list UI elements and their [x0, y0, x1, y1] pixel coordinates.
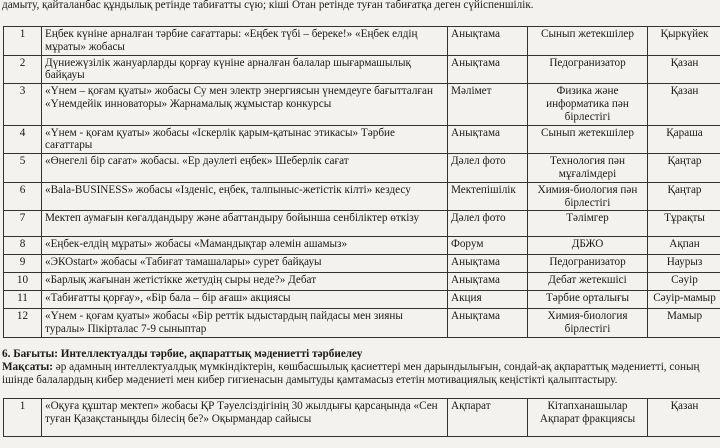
report-form: Анықтама [448, 55, 528, 84]
row-number: 10 [4, 273, 42, 291]
row-number: 7 [4, 211, 42, 237]
event-title: «Үнем – қоғам қуаты» жобасы Су мен электр энергиясын үнемдеуге бағытталған «Үнемдейік инноваторы» Жарнамалық жұмыстар конкурсы [42, 84, 448, 125]
section-goal [2, 361, 718, 387]
responsible: Тәлімгер [528, 211, 648, 237]
deadline: Қаңтар [648, 154, 720, 183]
responsible: Педогранизатор [528, 55, 648, 84]
report-form: Акция [448, 291, 528, 309]
event-title: «Өнегелі бір сағат» жобасы. «Ер дәулеті еңбек» Шеберлік сағат [42, 154, 448, 183]
table-row [4, 55, 720, 84]
report-form: Мектепішілік [448, 182, 528, 211]
section-heading: 6. Бағыты: Интеллектуалды тәрбие, ақпараттық мәдениетті тәрбиелеу [2, 348, 363, 360]
deadline: Қазан [648, 399, 720, 437]
table-row [4, 211, 720, 237]
deadline: Қаңтар [648, 182, 720, 211]
table-row [4, 125, 720, 154]
deadline: Мамыр [648, 309, 720, 338]
report-form: Анықтама [448, 255, 528, 273]
goal-text: әр адамның интеллектуалдық мүмкіндіктерін, көшбасшылық қасиеттері мен дарындылығын, сондай-ақ ақпараттық мәдениетті, соның ішінде балалардың кибер мәдениеті мен кибер гигиенасын дамытуды қамтамасыз ететін мотивациялық кеңістікті қалыптастыру. [2, 361, 700, 386]
row-number: 9 [4, 255, 42, 273]
intellectual-events-table [3, 398, 720, 437]
table-row [4, 255, 720, 273]
table-row [4, 182, 720, 211]
event-title: «ЭКОstart» жобасы «Табиғат тамашалары» сурет байқауы [42, 255, 448, 273]
responsible: Сынып жетекшілер [528, 27, 648, 56]
row-number: 3 [4, 84, 42, 125]
event-title: «Табиғатты қорғау», «Бір бала – бір ағаш» акциясы [42, 291, 448, 309]
event-title: «Барлық жағынан жетістікке жетудің сыры неде?» Дебат [42, 273, 448, 291]
responsible: Химия-биология пән бірлестігі [528, 182, 648, 211]
report-form: Анықтама [448, 125, 528, 154]
event-title: Дүниежүзілік жануарларды қорғау күніне арналған балалар шығармашылық байқауы [42, 55, 448, 84]
event-title: «Оқуға құштар мектеп» жобасы ҚР Тәуелсіздігінің 30 жылдығы қарсаңында «Сен туған Қазақстаныңды білесің бе?» Оқырмандар сайысы [42, 399, 448, 437]
row-number: 5 [4, 154, 42, 183]
report-form: Дәлел фото [448, 211, 528, 237]
intro-text: дамыту, қайталанбас құндылық ретінде табиғатты сүю; кіші Отан ретінде туған табиғатқа деген сүйіспеншілік. [2, 0, 534, 11]
table-row [4, 399, 720, 437]
row-number: 12 [4, 309, 42, 338]
event-title: Еңбек күніне арналған тәрбие сағаттары: «Еңбек түбі – береке!» «Еңбек елдің мұраты» жобасы [42, 27, 448, 56]
deadline: Қыркүйек [648, 27, 720, 56]
event-title: Мектеп аумағын көгалдандыру және абаттандыру бойынша сенбіліктер өткізу [42, 211, 448, 237]
events-table [3, 26, 720, 338]
responsible: Кітапханашылар Ақпарат фракциясы [528, 399, 648, 437]
deadline: Қараша [648, 125, 720, 154]
row-number: 2 [4, 55, 42, 84]
deadline: Наурыз [648, 255, 720, 273]
report-form: Анықтама [448, 273, 528, 291]
row-number: 8 [4, 237, 42, 255]
responsible: Тәрбие орталығы [528, 291, 648, 309]
table-row [4, 309, 720, 338]
row-number: 11 [4, 291, 42, 309]
deadline: Қазан [648, 55, 720, 84]
table-row [4, 273, 720, 291]
report-form: Мәлімет [448, 84, 528, 125]
report-form: Анықтама [448, 309, 528, 338]
event-title: «Үнем - қоғам қуаты» жобасы «Бір реттік ыдыстардың пайдасы мен зияны туралы» Пікірталас 7-9 сыныптар [42, 309, 448, 338]
report-form: Дәлел фото [448, 154, 528, 183]
table-row [4, 154, 720, 183]
section-6 [2, 348, 718, 387]
row-number: 4 [4, 125, 42, 154]
responsible: Дебат жетекшісі [528, 273, 648, 291]
row-number: 1 [4, 399, 42, 437]
table-row [4, 237, 720, 255]
deadline: Тұрақты [648, 211, 720, 237]
event-title: «Үнем - қоғам қуаты» жобасы «Іскерлік қарым-қатынас этикасы» Тәрбие сағаттары [42, 125, 448, 154]
responsible: Технология пән мұғалімдері [528, 154, 648, 183]
table-row [4, 27, 720, 56]
goal-label: Мақсаты: [2, 361, 53, 373]
deadline: Ақпан [648, 237, 720, 255]
report-form: Форум [448, 237, 528, 255]
row-number: 6 [4, 182, 42, 211]
table-row [4, 291, 720, 309]
row-number: 1 [4, 27, 42, 56]
responsible: Химия-биология бірлестігі [528, 309, 648, 338]
deadline: Қазан [648, 84, 720, 125]
responsible: Сынып жетекшілер [528, 125, 648, 154]
report-form: Анықтама [448, 27, 528, 56]
deadline: Сәуір-мамыр [648, 291, 720, 309]
table-row [4, 84, 720, 125]
report-form: Ақпарат [448, 399, 528, 437]
responsible: Физика және информатика пән бірлестігі [528, 84, 648, 125]
responsible: ДБЖО [528, 237, 648, 255]
event-title: «Еңбек-елдің мұраты» жобасы «Мамандықтар әлемін ашамыз» [42, 237, 448, 255]
event-title: «Bala-BUSINESS» жобасы «Ізденіс, еңбек, талпыныс-жетістік кілті» кездесу [42, 182, 448, 211]
deadline: Сәуір [648, 273, 720, 291]
responsible: Педогранизатор [528, 255, 648, 273]
